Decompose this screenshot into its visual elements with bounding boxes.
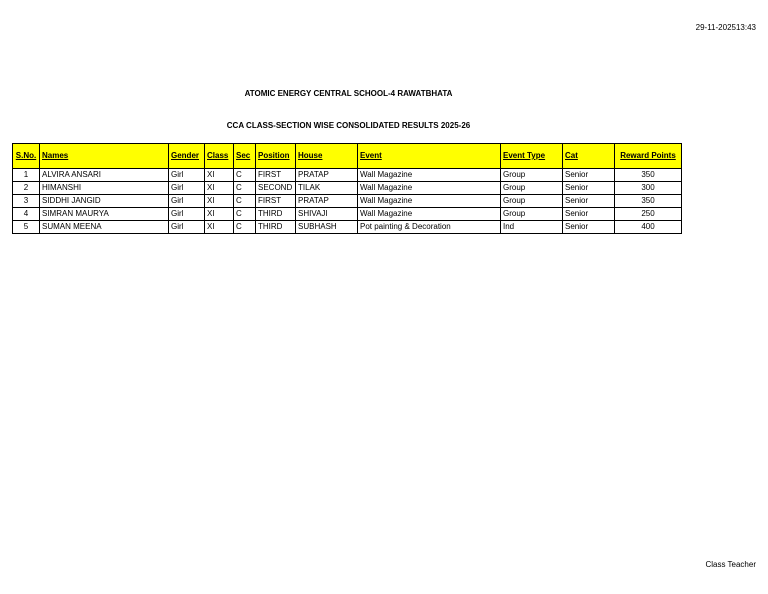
- cell-gender: Girl: [169, 182, 205, 195]
- cell-position: FIRST: [256, 195, 296, 208]
- cell-reward-points: 300: [615, 182, 682, 195]
- table-row: [13, 182, 682, 195]
- cell-name: SIDDHI JANGID: [40, 195, 169, 208]
- cell-class: XI: [205, 169, 234, 182]
- cell-sno: 4: [13, 208, 40, 221]
- table-row: [13, 169, 682, 182]
- cell-event: Wall Magazine: [358, 195, 501, 208]
- cell-event: Wall Magazine: [358, 169, 501, 182]
- table-row: [13, 208, 682, 221]
- cell-sec: C: [234, 169, 256, 182]
- report-title: CCA CLASS-SECTION WISE CONSOLIDATED RESULTS 2025-26: [226, 121, 471, 130]
- cell-house: PRATAP: [296, 169, 358, 182]
- cell-gender: Girl: [169, 208, 205, 221]
- cell-gender: Girl: [169, 169, 205, 182]
- cell-class: XI: [205, 195, 234, 208]
- cell-cat: Senior: [563, 182, 615, 195]
- column-header-cat: Cat: [563, 144, 615, 169]
- cell-cat: Senior: [563, 208, 615, 221]
- cell-event-type: Group: [501, 208, 563, 221]
- table-row: [13, 221, 682, 234]
- cell-reward-points: 350: [615, 195, 682, 208]
- cell-event-type: Group: [501, 195, 563, 208]
- cell-reward-points: 350: [615, 169, 682, 182]
- column-header-position: Position: [256, 144, 296, 169]
- cell-reward-points: 400: [615, 221, 682, 234]
- cell-name: ALVIRA ANSARI: [40, 169, 169, 182]
- cell-class: XI: [205, 208, 234, 221]
- cell-position: THIRD: [256, 208, 296, 221]
- column-header-house: House: [296, 144, 358, 169]
- cell-reward-points: 250: [615, 208, 682, 221]
- cell-position: SECOND: [256, 182, 296, 195]
- cell-sno: 5: [13, 221, 40, 234]
- cell-position: THIRD: [256, 221, 296, 234]
- column-header-reward-points: Reward Points: [615, 144, 682, 169]
- cell-sec: C: [234, 182, 256, 195]
- column-header-event: Event: [358, 144, 501, 169]
- cell-class: XI: [205, 182, 234, 195]
- cell-class: XI: [205, 221, 234, 234]
- cell-name: HIMANSHI: [40, 182, 169, 195]
- cell-event: Wall Magazine: [358, 182, 501, 195]
- cell-house: PRATAP: [296, 195, 358, 208]
- cell-name: SUMAN MEENA: [40, 221, 169, 234]
- column-header-sec: Sec: [234, 144, 256, 169]
- class-teacher-signature-label: Class Teacher: [705, 560, 756, 569]
- column-header-sno: S.No.: [13, 144, 40, 169]
- cell-sec: C: [234, 208, 256, 221]
- cell-event-type: Ind: [501, 221, 563, 234]
- cell-event-type: Group: [501, 182, 563, 195]
- cell-sec: C: [234, 195, 256, 208]
- cell-sno: 3: [13, 195, 40, 208]
- column-header-event-type: Event Type: [501, 144, 563, 169]
- cell-sno: 1: [13, 169, 40, 182]
- cell-cat: Senior: [563, 169, 615, 182]
- school-name: ATOMIC ENERGY CENTRAL SCHOOL-4 RAWATBHATA: [244, 89, 453, 98]
- cell-event: Pot painting & Decoration: [358, 221, 501, 234]
- cell-house: TILAK: [296, 182, 358, 195]
- cell-house: SUBHASH: [296, 221, 358, 234]
- cell-gender: Girl: [169, 221, 205, 234]
- cell-sno: 2: [13, 182, 40, 195]
- cell-cat: Senior: [563, 221, 615, 234]
- cell-cat: Senior: [563, 195, 615, 208]
- report-timestamp: 29-11-202513:43: [695, 23, 756, 32]
- cell-event: Wall Magazine: [358, 208, 501, 221]
- cell-sec: C: [234, 221, 256, 234]
- column-header-gender: Gender: [169, 144, 205, 169]
- cell-position: FIRST: [256, 169, 296, 182]
- column-header-names: Names: [40, 144, 169, 169]
- column-header-class: Class: [205, 144, 234, 169]
- table-row: [13, 195, 682, 208]
- cell-gender: Girl: [169, 195, 205, 208]
- results-table: [12, 143, 682, 234]
- cell-house: SHIVAJI: [296, 208, 358, 221]
- cell-event-type: Group: [501, 169, 563, 182]
- cell-name: SIMRAN MAURYA: [40, 208, 169, 221]
- table-header-row: [13, 144, 682, 169]
